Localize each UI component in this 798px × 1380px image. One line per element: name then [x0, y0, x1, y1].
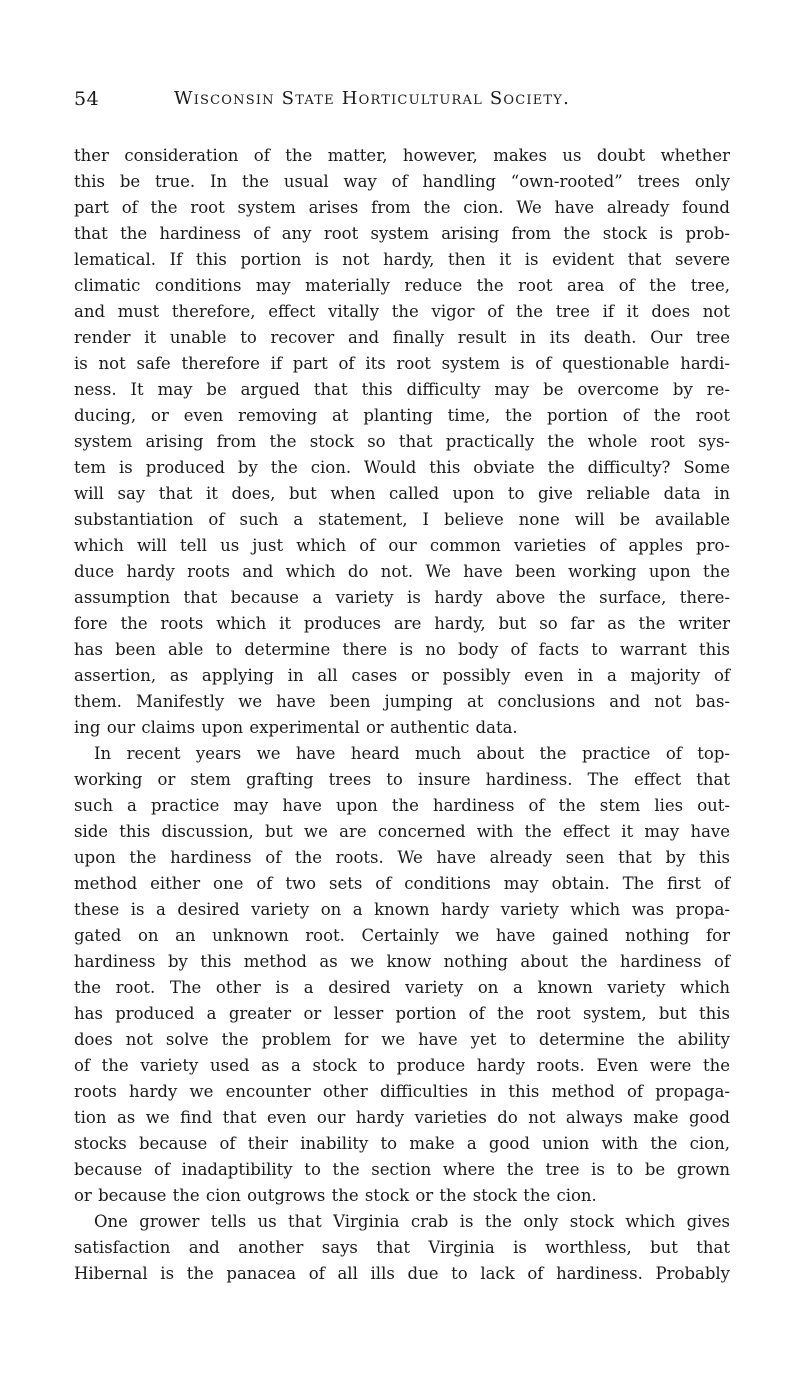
text-line: ther consideration of the matter, however, makes us doubt whether [74, 146, 730, 165]
text-line: system arising from the stock so that practically the whole root sys- [74, 432, 730, 451]
text-line: working or stem grafting trees to insure hardiness. The effect that [74, 770, 730, 789]
text-line: fore the roots which it produces are hardy, but so far as the writer [74, 614, 730, 633]
text-line: method either one of two sets of conditions may obtain. The first of [74, 874, 730, 893]
page-number: 54 [74, 88, 100, 110]
paragraph-2 [74, 741, 730, 1209]
text-line: side this discussion, but we are concerned with the effect it may have [74, 822, 730, 841]
text-line: will say that it does, but when called upon to give reliable data in [74, 484, 730, 503]
text-line: that the hardiness of any root system arising from the stock is prob- [74, 224, 730, 243]
text-line: One grower tells us that Virginia crab is the only stock which gives [94, 1212, 730, 1231]
text-line: hardiness by this method as we know nothing about the hardiness of [74, 952, 730, 971]
text-line: ducing, or even removing at planting time, the portion of the root [74, 406, 730, 425]
text-line: which will tell us just which of our common varieties of apples pro- [74, 536, 730, 555]
text-line: substantiation of such a statement, I believe none will be available [74, 510, 730, 529]
paragraph-1 [74, 143, 730, 741]
text-line: Hibernal is the panacea of all ills due to lack of hardiness. Probably [74, 1264, 730, 1283]
text-line: and must therefore, effect vitally the vigor of the tree if it does not [74, 302, 730, 321]
text-line: lematical. If this portion is not hardy, then it is evident that severe [74, 250, 730, 269]
journal-title: Wisconsin State Horticultural Society. [174, 88, 570, 109]
text-line: is not safe therefore if part of its root system is of questionable hardi- [74, 354, 730, 373]
text-line: the root. The other is a desired variety on a known variety which [74, 978, 730, 997]
text-line: In recent years we have heard much about the practice of top- [94, 744, 730, 763]
text-line: satisfaction and another says that Virginia is worthless, but that [74, 1238, 730, 1257]
running-head [74, 88, 730, 118]
text-line: has produced a greater or lesser portion of the root system, but this [74, 1004, 730, 1023]
text-line: tem is produced by the cion. Would this obviate the difficulty? Some [74, 458, 730, 477]
text-line: them. Manifestly we have been jumping at conclusions and not bas- [74, 692, 730, 711]
text-line: of the variety used as a stock to produce hardy roots. Even were the [74, 1056, 730, 1075]
text-line: render it unable to recover and finally result in its death. Our tree [74, 328, 730, 347]
text-line: tion as we find that even our hardy varieties do not always make good [74, 1108, 730, 1127]
text-line: duce hardy roots and which do not. We have been working upon the [74, 562, 730, 581]
text-line: such a practice may have upon the hardiness of the stem lies out- [74, 796, 730, 815]
text-line: climatic conditions may materially reduce the root area of the tree, [74, 276, 730, 295]
text-line: upon the hardiness of the roots. We have already seen that by this [74, 848, 730, 867]
text-line: does not solve the problem for we have yet to determine the ability [74, 1030, 730, 1049]
text-line: because of inadaptibility to the section where the tree is to be grown [74, 1160, 730, 1179]
text-line: gated on an unknown root. Certainly we have gained nothing for [74, 926, 730, 945]
text-line: has been able to determine there is no body of facts to warrant this [74, 640, 730, 659]
text-line: part of the root system arises from the cion. We have already found [74, 198, 730, 217]
text-line: stocks because of their inability to make a good union with the cion, [74, 1134, 730, 1153]
text-line: ing our claims upon experimental or authentic data. [74, 718, 518, 737]
text-line: assumption that because a variety is hardy above the surface, there- [74, 588, 730, 607]
body-text [74, 143, 730, 1287]
text-line: or because the cion outgrows the stock or the stock the cion. [74, 1186, 597, 1205]
paragraph-3 [74, 1209, 730, 1287]
text-line: ness. It may be argued that this difficulty may be overcome by re- [74, 380, 730, 399]
text-line: these is a desired variety on a known hardy variety which was propa- [74, 900, 730, 919]
text-line: this be true. In the usual way of handling “own-rooted” trees only [74, 172, 730, 191]
text-line: assertion, as applying in all cases or possibly even in a majority of [74, 666, 730, 685]
text-line: roots hardy we encounter other difficulties in this method of propaga- [74, 1082, 730, 1101]
